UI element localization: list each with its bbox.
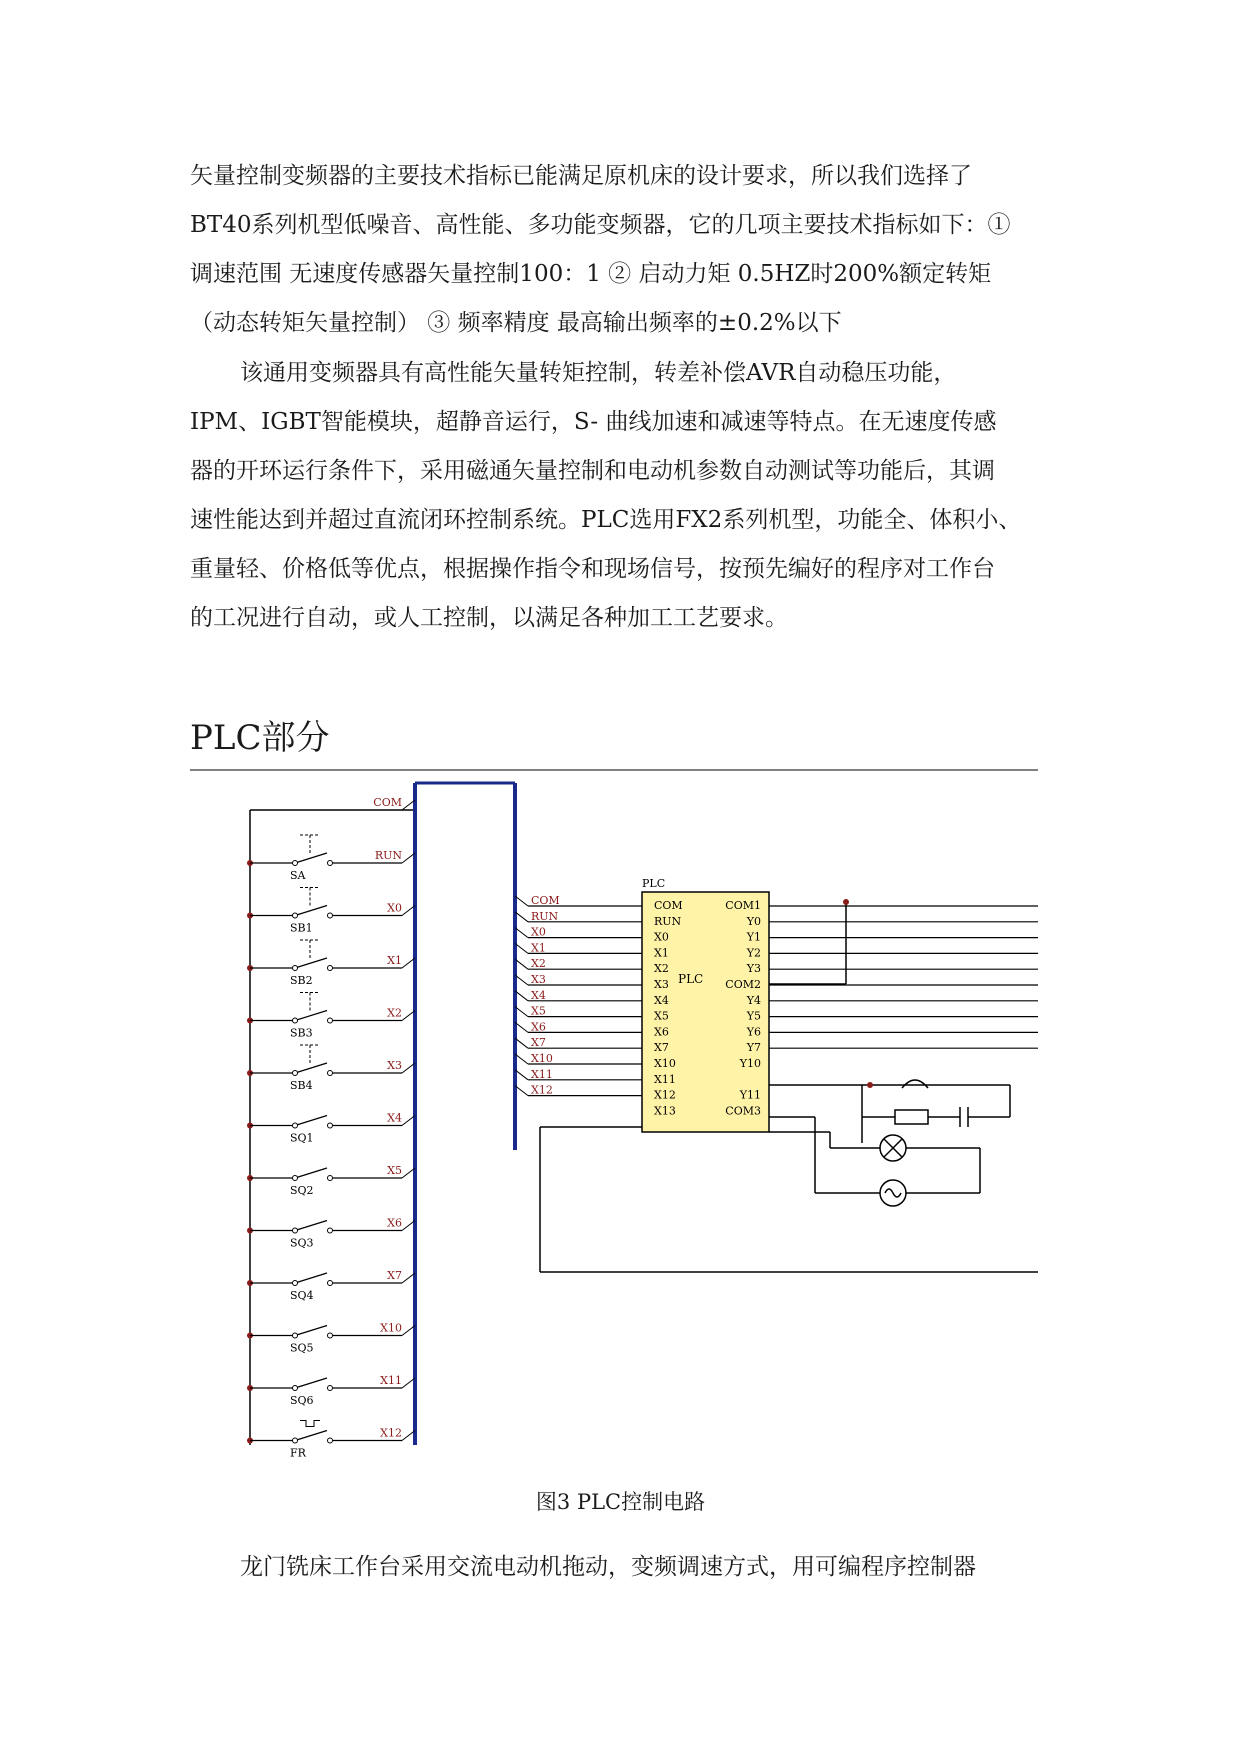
- switch-terminal: [293, 1018, 298, 1023]
- switch-contact-icon: [295, 1378, 327, 1388]
- switch-label: SQ5: [290, 1341, 314, 1355]
- plc-output-terminal: Y11: [739, 1088, 761, 1102]
- switch-contact-icon: [295, 1116, 327, 1126]
- switch-terminal: [328, 913, 333, 918]
- plc-input-terminal: RUN: [654, 914, 682, 928]
- plc-output-terminal: COM2: [725, 978, 761, 991]
- heading-rule: [190, 769, 1038, 771]
- closing-paragraph: [190, 1543, 1070, 1592]
- figure-caption: 图3 PLC控制电路: [535, 1490, 706, 1514]
- text-line: 的工况进行自动，或人工控制，以满足各种加工工艺要求。: [190, 605, 788, 631]
- switch-terminal: [293, 1281, 298, 1286]
- plc-input-terminal: X4: [654, 993, 669, 1007]
- switch-terminal: [328, 1018, 333, 1023]
- bus-label: X0: [387, 901, 402, 915]
- switch-terminal: [328, 1281, 333, 1286]
- switch-contact-icon: [295, 958, 327, 968]
- plc-input-terminal: X0: [654, 930, 669, 944]
- switch-label: SQ1: [290, 1131, 314, 1145]
- plc-output-terminal: Y10: [739, 1057, 761, 1070]
- plc-bus-label: X7: [531, 1036, 546, 1050]
- pushbutton-actuator-icon: [300, 1045, 320, 1065]
- switch-terminal: [293, 1228, 298, 1233]
- switch-terminal: [293, 966, 298, 971]
- plc-bus-label: COM: [531, 894, 560, 907]
- switch-terminal: [328, 861, 333, 866]
- plc-bus-label: X2: [531, 957, 546, 971]
- plc-center-label: PLC: [678, 972, 704, 986]
- switch-label: SB2: [290, 974, 313, 987]
- switch-terminal: [328, 1386, 333, 1391]
- plc-bus-label: X1: [531, 941, 546, 955]
- switch-terminal: [293, 1123, 298, 1128]
- text-line: 重量轻、价格低等优点，根据操作指令和现场信号，按预先编好的程序对工作台: [190, 556, 995, 582]
- plc-title: PLC: [642, 877, 666, 890]
- switch-terminal: [293, 1386, 298, 1391]
- plc-bus-label: X10: [531, 1052, 553, 1065]
- switch-contact-icon: [295, 1011, 327, 1021]
- resistor-icon: [895, 1110, 928, 1124]
- plc-output-terminal: COM1: [725, 899, 761, 912]
- plc-output-terminal: Y4: [746, 993, 761, 1007]
- plc-input-terminal: X2: [654, 962, 669, 976]
- switch-contact-icon: [295, 1273, 327, 1283]
- plc-input-terminal: X10: [654, 1057, 676, 1070]
- text-line: 器的开环运行条件下，采用磁通矢量控制和电动机参数自动测试等功能后，其调: [190, 458, 995, 484]
- switch-terminal: [328, 966, 333, 971]
- switch-contact-icon: [295, 1221, 327, 1231]
- switch-contact-icon: [295, 906, 327, 916]
- pushbutton-actuator-icon: [300, 993, 320, 1013]
- plc-output-terminal: Y2: [746, 946, 761, 960]
- pushbutton-actuator-icon: [300, 940, 320, 960]
- switch-contact-icon: [295, 1063, 327, 1073]
- switch-label: FR: [290, 1446, 306, 1460]
- relay-contact-icon: [902, 1080, 928, 1088]
- switch-label: SQ2: [290, 1184, 314, 1197]
- switch-terminal: [293, 1071, 298, 1076]
- bus-label: X10: [380, 1321, 402, 1335]
- plc-input-terminal: X1: [654, 946, 669, 960]
- switch-label: SB3: [290, 1026, 313, 1040]
- switch-terminal: [293, 1438, 298, 1443]
- junction-dot: [843, 899, 849, 905]
- plc-bus-label: X4: [531, 988, 546, 1002]
- pushbutton-actuator-icon: [300, 835, 320, 855]
- switch-label: SA: [290, 869, 306, 882]
- plc-output-terminal: Y7: [746, 1041, 761, 1055]
- switch-terminal: [293, 913, 298, 918]
- switch-label: SB4: [290, 1079, 313, 1092]
- plc-output-terminal: Y5: [746, 1009, 761, 1023]
- plc-bus-label: X12: [531, 1083, 553, 1097]
- switch-terminal: [328, 1228, 333, 1233]
- bus-label: X3: [387, 1059, 402, 1072]
- plc-bus-label: X6: [531, 1020, 546, 1034]
- switch-terminal: [293, 1333, 298, 1338]
- plc-input-terminal: X13: [654, 1104, 676, 1118]
- switch-contact-icon: [295, 1168, 327, 1178]
- bus-label: X11: [380, 1374, 402, 1387]
- plc-circuit-diagram: [190, 775, 1038, 1477]
- plc-input-terminal: X5: [654, 1009, 669, 1023]
- bus-label: X2: [387, 1006, 402, 1020]
- switch-terminal: [328, 1071, 333, 1076]
- switch-terminal: [328, 1333, 333, 1338]
- switch-label: SQ4: [290, 1289, 314, 1302]
- switch-terminal: [293, 861, 298, 866]
- bus-label: X4: [387, 1111, 402, 1125]
- plc-bus-label: X3: [531, 973, 546, 986]
- text-line: （动态转矩矢量控制） ③ 频率精度 最高输出频率的±0.2%以下: [190, 310, 842, 336]
- thermal-relay-icon: [300, 1421, 320, 1427]
- plc-output-terminal: Y1: [746, 930, 761, 944]
- plc-output-terminal: Y6: [746, 1025, 761, 1039]
- switch-terminal: [293, 1176, 298, 1181]
- text-line: IPM、IGBT智能模块，超静音运行，S- 曲线加速和减速等特点。在无速度传感: [190, 409, 997, 435]
- switch-contact-icon: [295, 853, 327, 863]
- plc-input-terminal: COM: [654, 899, 683, 912]
- switch-terminal: [328, 1123, 333, 1128]
- bus-label: X5: [387, 1164, 402, 1177]
- plc-output-terminal: Y3: [746, 962, 761, 976]
- bus-label: RUN: [374, 849, 402, 862]
- plc-output-terminal: COM3: [725, 1104, 761, 1118]
- bus-label: X7: [387, 1269, 402, 1282]
- switch-terminal: [328, 1438, 333, 1443]
- plc-input-terminal: X6: [654, 1025, 669, 1039]
- text-line: 速性能达到并超过直流闭环控制系统。PLC选用FX2系列机型，功能全、体积小、: [190, 507, 1022, 533]
- inverter-paragraph: [190, 349, 1070, 643]
- plc-bus-label: X11: [531, 1067, 553, 1081]
- section-heading: PLC部分: [190, 718, 330, 758]
- switch-terminal: [328, 1176, 333, 1181]
- switch-label: SQ6: [290, 1394, 314, 1407]
- bus-label: X12: [380, 1426, 402, 1440]
- plc-input-terminal: X11: [654, 1072, 676, 1086]
- bus-label: X6: [387, 1216, 402, 1230]
- plc-input-terminal: X7: [654, 1041, 669, 1055]
- plc-input-terminal: X12: [654, 1088, 676, 1102]
- bus-label: COM: [373, 796, 402, 809]
- junction-dot: [867, 1082, 873, 1088]
- text-line: 龙门铣床工作台采用交流电动机拖动，变频调速方式，用可编程序控制器: [240, 1554, 976, 1580]
- switch-label: SQ3: [290, 1236, 314, 1250]
- pushbutton-actuator-icon: [300, 888, 320, 908]
- bus-label: X1: [387, 954, 402, 967]
- plc-bus-label: X5: [531, 1004, 546, 1018]
- plc-bus-label: X0: [531, 925, 546, 939]
- text-line: 调速范围 无速度传感器矢量控制100：1 ② 启动力矩 0.5HZ时200%额定转矩: [190, 261, 992, 287]
- plc-output-terminal: Y0: [746, 914, 761, 928]
- switch-label: SB1: [290, 921, 313, 935]
- text-line: 矢量控制变频器的主要技术指标已能满足原机床的设计要求，所以我们选择了: [190, 163, 972, 189]
- switch-contact-icon: [295, 1431, 327, 1441]
- intro-paragraph: [190, 152, 1070, 348]
- plc-input-terminal: X3: [654, 978, 669, 991]
- load-components: [880, 1080, 968, 1206]
- switch-contact-icon: [295, 1326, 327, 1336]
- text-line: BT40系列机型低噪音、高性能、多功能变频器，它的几项主要技术指标如下：①: [190, 212, 1011, 238]
- text-line: 该通用变频器具有高性能矢量转矩控制，转差补偿AVR自动稳压功能，: [240, 360, 957, 386]
- plc-bus-label: RUN: [531, 909, 559, 923]
